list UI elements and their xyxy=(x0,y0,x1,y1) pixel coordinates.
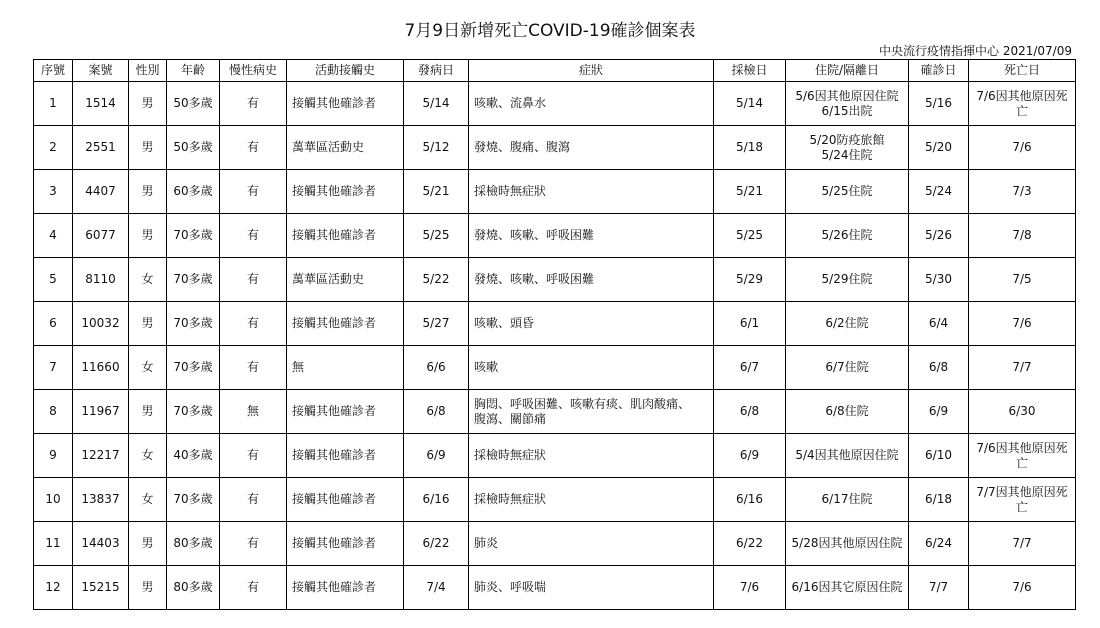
cell-symptoms-line: 腹瀉、關節痛 xyxy=(474,411,547,426)
table-row xyxy=(34,302,1076,346)
cell-case-number: 2551 xyxy=(73,126,129,170)
cell-case-number: 13837 xyxy=(73,478,129,522)
cell-chronic-history: 有 xyxy=(220,434,287,478)
cell-chronic-history: 有 xyxy=(220,126,287,170)
cell-hospitalization-date: 5/4因其他原因住院 xyxy=(786,434,909,478)
cell-onset-date: 5/12 xyxy=(404,126,469,170)
cell-hospitalization-date: 5/28因其他原因住院 xyxy=(786,522,909,566)
cell-death-date: 7/6 xyxy=(969,566,1076,610)
header-row xyxy=(34,60,1076,82)
cell-onset-date: 7/4 xyxy=(404,566,469,610)
cell-sex: 男 xyxy=(129,82,167,126)
cell-case-number: 11660 xyxy=(73,346,129,390)
cell-age: 70多歲 xyxy=(167,302,220,346)
table-row xyxy=(34,522,1076,566)
cell-sex: 女 xyxy=(129,258,167,302)
cell-symptoms-line: 胸悶、呼吸困難、咳嗽有痰、肌肉酸痛、 xyxy=(474,396,691,411)
table-row xyxy=(34,390,1076,434)
cell-age: 50多歲 xyxy=(167,126,220,170)
cell-age: 70多歲 xyxy=(167,258,220,302)
cell-onset-date: 6/8 xyxy=(404,390,469,434)
cell-chronic-history: 有 xyxy=(220,170,287,214)
cell-sex: 男 xyxy=(129,126,167,170)
cell-contact-history: 接觸其他確診者 xyxy=(287,302,404,346)
table-row xyxy=(34,170,1076,214)
cell-chronic-history: 有 xyxy=(220,302,287,346)
header-death-date: 死亡日 xyxy=(969,60,1076,82)
cell-case-number: 6077 xyxy=(73,214,129,258)
cell-test-date: 6/22 xyxy=(714,522,786,566)
cell-onset-date: 5/25 xyxy=(404,214,469,258)
cell-death-date: 7/7 xyxy=(969,346,1076,390)
cell-confirm-date: 6/18 xyxy=(909,478,969,522)
cell-age: 80多歲 xyxy=(167,522,220,566)
cell-death-date: 7/3 xyxy=(969,170,1076,214)
cell-test-date: 5/29 xyxy=(714,258,786,302)
cell-symptoms: 採檢時無症狀 xyxy=(469,478,714,522)
cell-hospitalization-date: 6/2住院 xyxy=(786,302,909,346)
cell-symptoms: 咳嗽 xyxy=(469,346,714,390)
cell-serial: 3 xyxy=(34,170,73,214)
header-symptoms: 症狀 xyxy=(469,60,714,82)
cell-symptoms: 採檢時無症狀 xyxy=(469,434,714,478)
cell-contact-history: 接觸其他確診者 xyxy=(287,566,404,610)
cell-hospitalization-date: 6/16因其它原因住院 xyxy=(786,566,909,610)
cell-contact-history: 萬華區活動史 xyxy=(287,126,404,170)
cell-contact-history: 萬華區活動史 xyxy=(287,258,404,302)
table-row xyxy=(34,346,1076,390)
cell-confirm-date: 5/26 xyxy=(909,214,969,258)
cell-case-number: 12217 xyxy=(73,434,129,478)
header-test-date: 採檢日 xyxy=(714,60,786,82)
cell-hospitalization-date: 6/8住院 xyxy=(786,390,909,434)
cell-age: 70多歲 xyxy=(167,346,220,390)
cell-confirm-date: 5/16 xyxy=(909,82,969,126)
table-row xyxy=(34,214,1076,258)
cell-contact-history: 接觸其他確診者 xyxy=(287,170,404,214)
cell-confirm-date: 5/20 xyxy=(909,126,969,170)
cell-death-date: 7/8 xyxy=(969,214,1076,258)
cell-hospitalization-date-line: 5/6因其他原因住院 xyxy=(795,88,899,103)
table-row xyxy=(34,478,1076,522)
cell-test-date: 5/18 xyxy=(714,126,786,170)
cell-hospitalization-date xyxy=(786,126,909,170)
cell-test-date: 5/21 xyxy=(714,170,786,214)
cell-chronic-history: 有 xyxy=(220,522,287,566)
cell-contact-history: 接觸其他確診者 xyxy=(287,82,404,126)
cell-death-date: 7/6因其他原因死亡 xyxy=(969,434,1076,478)
cell-confirm-date: 6/10 xyxy=(909,434,969,478)
cell-hospitalization-date: 5/25住院 xyxy=(786,170,909,214)
cell-onset-date: 5/14 xyxy=(404,82,469,126)
cell-sex: 女 xyxy=(129,478,167,522)
cell-sex: 女 xyxy=(129,346,167,390)
table-row xyxy=(34,82,1076,126)
cell-death-date: 7/6因其他原因死亡 xyxy=(969,82,1076,126)
cell-hospitalization-date-line: 5/24住院 xyxy=(821,147,873,162)
cell-symptoms: 咳嗽、頭昏 xyxy=(469,302,714,346)
cell-sex: 男 xyxy=(129,522,167,566)
cell-hospitalization-date: 5/26住院 xyxy=(786,214,909,258)
cell-sex: 男 xyxy=(129,566,167,610)
cell-hospitalization-date-line: 6/15出院 xyxy=(821,103,873,118)
cell-serial: 12 xyxy=(34,566,73,610)
cell-death-date: 6/30 xyxy=(969,390,1076,434)
cell-test-date: 6/7 xyxy=(714,346,786,390)
cell-serial: 1 xyxy=(34,82,73,126)
table-row xyxy=(34,126,1076,170)
cell-sex: 男 xyxy=(129,170,167,214)
table-body xyxy=(34,82,1076,610)
cell-confirm-date: 6/4 xyxy=(909,302,969,346)
case-table xyxy=(33,59,1076,610)
header-age: 年齡 xyxy=(167,60,220,82)
table-row xyxy=(34,566,1076,610)
cell-death-date: 7/6 xyxy=(969,302,1076,346)
cell-chronic-history: 有 xyxy=(220,478,287,522)
cell-hospitalization-date: 5/29住院 xyxy=(786,258,909,302)
cell-case-number: 15215 xyxy=(73,566,129,610)
table-header xyxy=(34,60,1076,82)
cell-confirm-date: 6/24 xyxy=(909,522,969,566)
cell-contact-history: 接觸其他確診者 xyxy=(287,478,404,522)
cell-age: 70多歲 xyxy=(167,390,220,434)
cell-onset-date: 6/9 xyxy=(404,434,469,478)
cell-symptoms: 發燒、咳嗽、呼吸困難 xyxy=(469,214,714,258)
header-onset-date: 發病日 xyxy=(404,60,469,82)
cell-serial: 4 xyxy=(34,214,73,258)
cell-age: 40多歲 xyxy=(167,434,220,478)
cell-chronic-history: 無 xyxy=(220,390,287,434)
cell-case-number: 1514 xyxy=(73,82,129,126)
cell-confirm-date: 7/7 xyxy=(909,566,969,610)
cell-confirm-date: 6/8 xyxy=(909,346,969,390)
cell-chronic-history: 有 xyxy=(220,214,287,258)
cell-contact-history: 接觸其他確診者 xyxy=(287,522,404,566)
cell-onset-date: 5/27 xyxy=(404,302,469,346)
cell-sex: 男 xyxy=(129,302,167,346)
cell-hospitalization-date: 6/17住院 xyxy=(786,478,909,522)
cell-death-date: 7/7因其他原因死亡 xyxy=(969,478,1076,522)
cell-death-date: 7/6 xyxy=(969,126,1076,170)
cell-test-date: 5/25 xyxy=(714,214,786,258)
cell-serial: 5 xyxy=(34,258,73,302)
cell-test-date: 6/16 xyxy=(714,478,786,522)
cell-serial: 7 xyxy=(34,346,73,390)
cell-onset-date: 5/22 xyxy=(404,258,469,302)
source-date-line: 中央流行疫情指揮中心 2021/07/09 xyxy=(879,44,1072,58)
cell-age: 70多歲 xyxy=(167,214,220,258)
cell-symptoms: 肺炎、呼吸喘 xyxy=(469,566,714,610)
cell-onset-date: 5/21 xyxy=(404,170,469,214)
header-chronic-history: 慢性病史 xyxy=(220,60,287,82)
header-serial: 序號 xyxy=(34,60,73,82)
cell-symptoms: 採檢時無症狀 xyxy=(469,170,714,214)
cell-onset-date: 6/6 xyxy=(404,346,469,390)
cell-sex: 男 xyxy=(129,390,167,434)
header-contact-history: 活動接觸史 xyxy=(287,60,404,82)
cell-hospitalization-date xyxy=(786,82,909,126)
cell-serial: 2 xyxy=(34,126,73,170)
cell-case-number: 8110 xyxy=(73,258,129,302)
table-row xyxy=(34,434,1076,478)
cell-chronic-history: 有 xyxy=(220,82,287,126)
cell-symptoms: 發燒、咳嗽、呼吸困難 xyxy=(469,258,714,302)
header-hospitalization-date: 住院/隔離日 xyxy=(786,60,909,82)
cell-death-date: 7/7 xyxy=(969,522,1076,566)
header-sex: 性別 xyxy=(129,60,167,82)
cell-contact-history: 接觸其他確診者 xyxy=(287,390,404,434)
cell-death-date: 7/5 xyxy=(969,258,1076,302)
cell-test-date: 6/1 xyxy=(714,302,786,346)
cell-symptoms xyxy=(469,390,714,434)
cell-case-number: 4407 xyxy=(73,170,129,214)
cell-contact-history: 無 xyxy=(287,346,404,390)
cell-case-number: 10032 xyxy=(73,302,129,346)
cell-confirm-date: 5/30 xyxy=(909,258,969,302)
cell-onset-date: 6/22 xyxy=(404,522,469,566)
cell-serial: 9 xyxy=(34,434,73,478)
cell-chronic-history: 有 xyxy=(220,566,287,610)
cell-case-number: 14403 xyxy=(73,522,129,566)
cell-symptoms: 咳嗽、流鼻水 xyxy=(469,82,714,126)
cell-symptoms: 發燒、腹痛、腹瀉 xyxy=(469,126,714,170)
cell-test-date: 6/8 xyxy=(714,390,786,434)
cell-test-date: 7/6 xyxy=(714,566,786,610)
cell-contact-history: 接觸其他確診者 xyxy=(287,434,404,478)
cell-serial: 11 xyxy=(34,522,73,566)
cell-hospitalization-date-line: 5/20防疫旅館 xyxy=(809,132,885,147)
header-confirm-date: 確診日 xyxy=(909,60,969,82)
cell-serial: 10 xyxy=(34,478,73,522)
cell-sex: 男 xyxy=(129,214,167,258)
cell-confirm-date: 6/9 xyxy=(909,390,969,434)
cell-serial: 6 xyxy=(34,302,73,346)
cell-serial: 8 xyxy=(34,390,73,434)
cell-age: 60多歲 xyxy=(167,170,220,214)
cell-sex: 女 xyxy=(129,434,167,478)
cell-hospitalization-date: 6/7住院 xyxy=(786,346,909,390)
cell-onset-date: 6/16 xyxy=(404,478,469,522)
cell-chronic-history: 有 xyxy=(220,346,287,390)
cell-age: 80多歲 xyxy=(167,566,220,610)
cell-age: 50多歲 xyxy=(167,82,220,126)
cell-contact-history: 接觸其他確診者 xyxy=(287,214,404,258)
cell-confirm-date: 5/24 xyxy=(909,170,969,214)
header-case-number: 案號 xyxy=(73,60,129,82)
page-title: 7月9日新增死亡COVID-19確診個案表 xyxy=(404,21,696,41)
cell-test-date: 5/14 xyxy=(714,82,786,126)
cell-symptoms: 肺炎 xyxy=(469,522,714,566)
cell-age: 70多歲 xyxy=(167,478,220,522)
cell-chronic-history: 有 xyxy=(220,258,287,302)
cell-case-number: 11967 xyxy=(73,390,129,434)
cell-test-date: 6/9 xyxy=(714,434,786,478)
table-row xyxy=(34,258,1076,302)
